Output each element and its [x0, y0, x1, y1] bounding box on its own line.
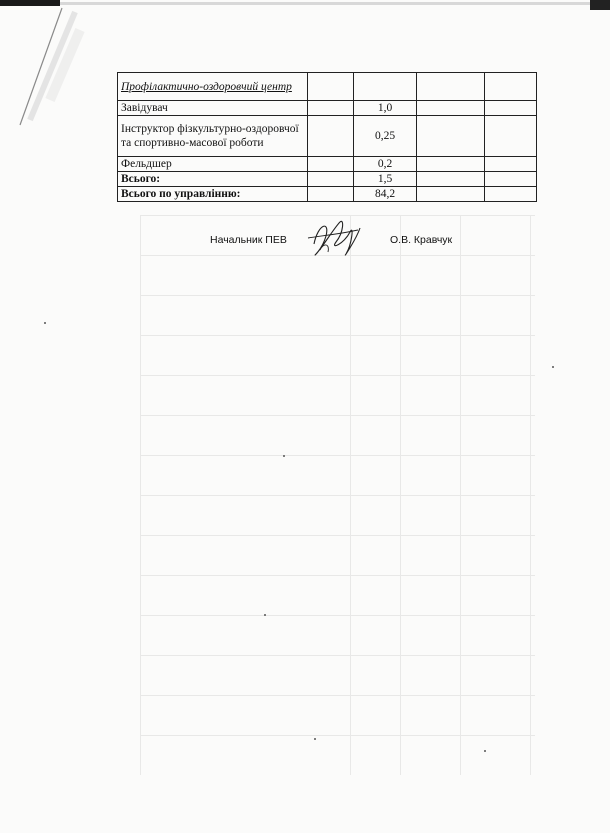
- subtotal-value: 1,5: [354, 172, 417, 187]
- scan-speck: [552, 366, 554, 368]
- subtotal-label: Всього:: [118, 172, 308, 187]
- signatory-title: Начальник ПЕВ: [210, 234, 287, 246]
- scan-speck: [314, 738, 316, 740]
- scan-fold-artifact: [0, 0, 90, 140]
- signature-block: [0, 234, 610, 264]
- scan-speck: [283, 455, 285, 457]
- signatory-name: О.В. Кравчук: [390, 234, 453, 246]
- scan-speck: [264, 614, 266, 616]
- scan-speck: [484, 750, 486, 752]
- value-cell: 0,25: [354, 116, 417, 157]
- grand-total-row: [118, 187, 537, 202]
- position-cell: Завідувач: [118, 101, 308, 116]
- handwritten-signature: [300, 214, 364, 262]
- grand-total-label: Всього по управлінню:: [118, 187, 308, 202]
- value-cell: 0,2: [354, 157, 417, 172]
- value-cell: 1,0: [354, 101, 417, 116]
- subtotal-row: [118, 172, 537, 187]
- position-cell: Фельдшер: [118, 157, 308, 172]
- bleed-through-table: [140, 215, 535, 775]
- table-section-header-row: [118, 73, 537, 101]
- scan-speck: [44, 322, 46, 324]
- scan-edge-shadow: [0, 0, 610, 14]
- section-title: Профілактично-оздоровчий центр: [118, 73, 308, 101]
- grand-total-value: 84,2: [354, 187, 417, 202]
- table-row: [118, 157, 537, 172]
- position-cell: Інструктор фізкультурно-оздоровчої та спортивно-масової роботи: [118, 116, 308, 157]
- table-row: [118, 116, 537, 157]
- staff-table: [117, 72, 537, 202]
- table-row: [118, 101, 537, 116]
